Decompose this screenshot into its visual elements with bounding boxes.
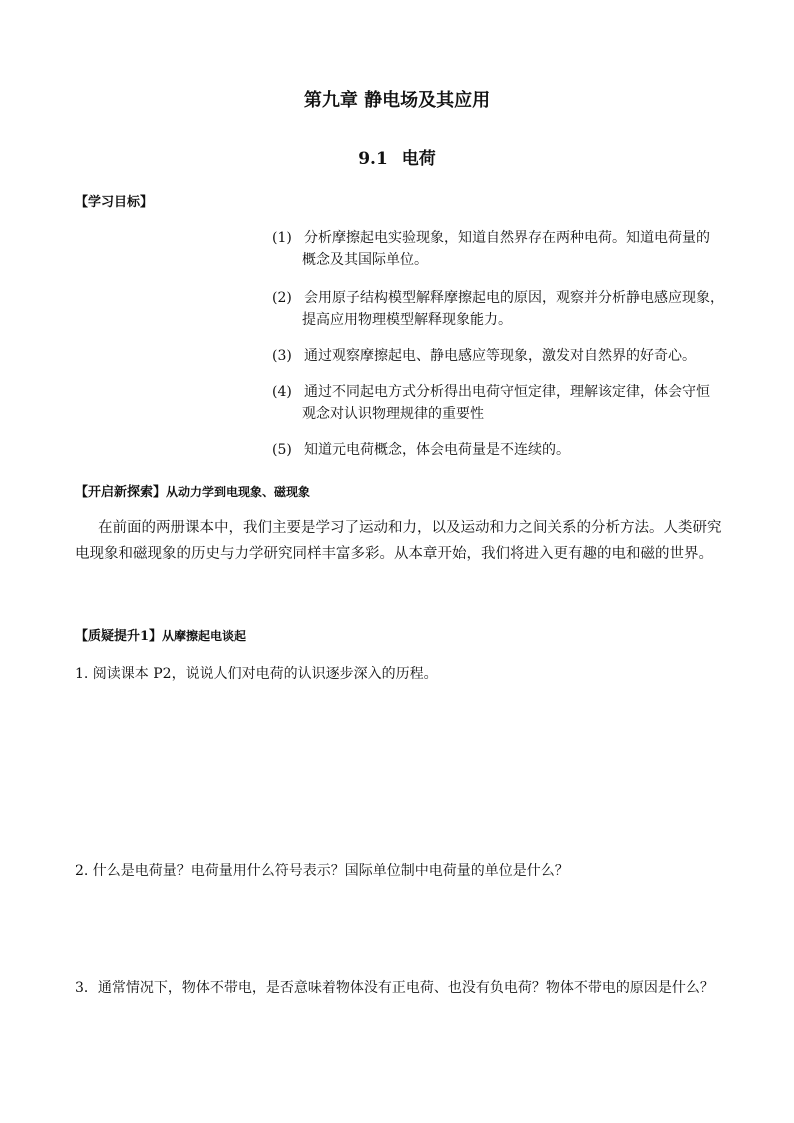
question-3: 3．通常情况下，物体不带电，是否意味着物体没有正电荷、也没有负电荷？物体不带电的原因是什么？ bbox=[75, 980, 714, 996]
objective-text: 会用原子结构模型解释摩擦起电的原因，观察并分析静电感应现象， bbox=[304, 290, 724, 306]
objective-text: 通过观察摩擦起电、静电感应等现象，激发对自然界的好奇心。 bbox=[304, 348, 696, 364]
explore-heading: 【开启新探索】 bbox=[75, 485, 167, 500]
objective-item bbox=[272, 345, 732, 367]
section-number: 9.1 bbox=[358, 149, 388, 169]
section-title bbox=[0, 144, 794, 169]
inquiry-heading-line bbox=[75, 625, 246, 644]
chapter-title: 第九章 静电场及其应用 bbox=[303, 90, 491, 111]
objective-number: (3) bbox=[272, 348, 292, 364]
question-2: 2. 什么是电荷量？电荷量用什么符号表示？国际单位制中电荷量的单位是什么？ bbox=[75, 863, 569, 879]
objective-number: (1) bbox=[272, 230, 292, 246]
objective-item bbox=[272, 227, 732, 271]
objective-text: 分析摩擦起电实验现象，知道自然界存在两种电荷。知道电荷量的 bbox=[304, 230, 710, 246]
objective-number: (2) bbox=[272, 290, 292, 306]
section-name: 电荷 bbox=[401, 149, 436, 169]
objective-text-cont: 提高应用物理模型解释现象能力。 bbox=[302, 312, 512, 328]
objectives-heading: 【学习目标】 bbox=[75, 195, 154, 210]
objective-text: 通过不同起电方式分析得出电荷守恒定律，理解该定律，体会守恒 bbox=[304, 384, 710, 400]
objective-number: (5) bbox=[272, 442, 292, 458]
objective-text-cont: 概念及其国际单位。 bbox=[302, 252, 428, 268]
inquiry-heading: 【质疑提升1】 bbox=[75, 629, 163, 644]
question-1: 1. 阅读课本 P2，说说人们对电荷的认识逐步深入的历程。 bbox=[75, 666, 438, 682]
objective-text-cont: 观念对认识物理规律的重要性 bbox=[302, 406, 484, 422]
explore-subtitle: 从动力学到电现象、磁现象 bbox=[166, 485, 311, 499]
inquiry-subtitle: 从摩擦起电谈起 bbox=[162, 629, 247, 643]
explore-heading-line bbox=[75, 481, 310, 500]
objective-item bbox=[272, 381, 732, 425]
objective-item bbox=[272, 287, 732, 331]
objective-text: 知道元电荷概念，体会电荷量是不连续的。 bbox=[304, 442, 570, 458]
explore-paragraph: 在前面的两册课本中，我们主要是学习了运动和力，以及运动和力之间关系的分析方法。人类研究电现象和磁现象的历史与力学研究同样丰富多彩。从本章开始，我们将进入更有趣的电和磁的世界。 bbox=[75, 520, 722, 562]
objective-item bbox=[272, 439, 732, 461]
objective-number: (4) bbox=[272, 384, 292, 400]
